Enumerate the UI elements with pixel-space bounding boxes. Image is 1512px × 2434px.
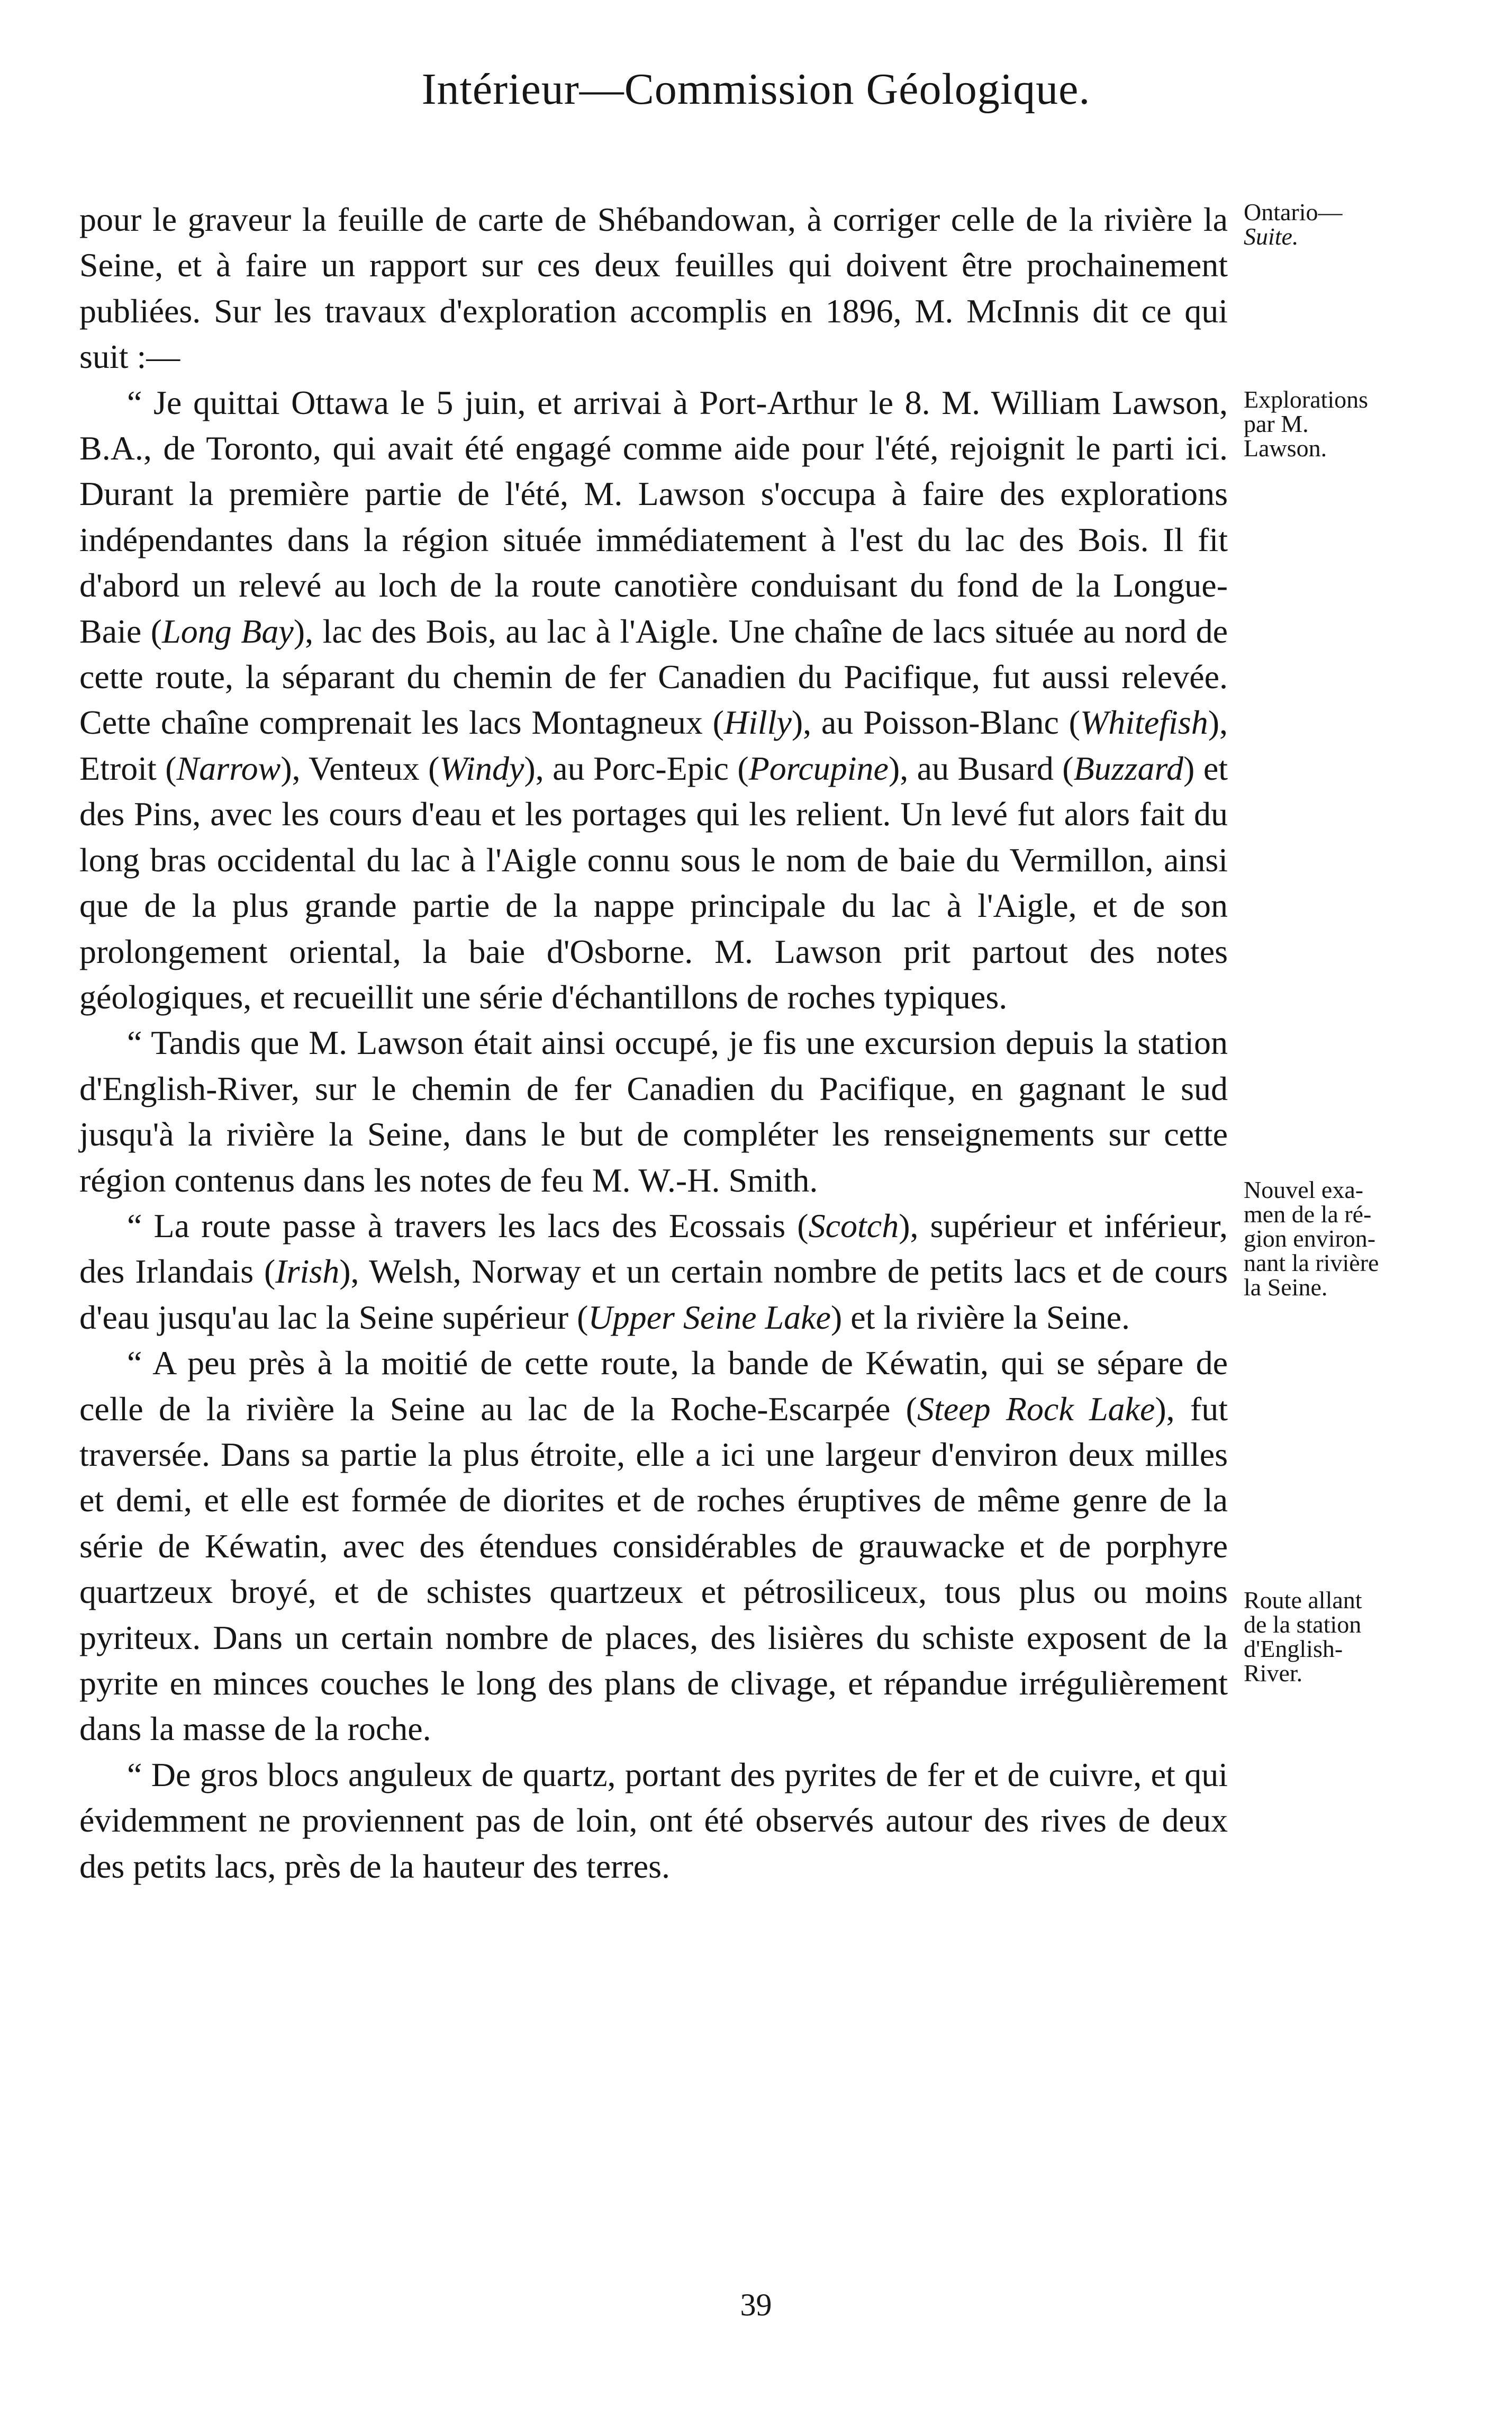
italic-text: Windy: [439, 749, 524, 787]
text-run: “ De gros blocs anguleux de quartz, portant des pyrites de fer et de cuivre, et qui évidemment ne proviennent pas de loin, ont été observés autour des rives de deux des petits lacs, près de la hauteur des terres.: [79, 1755, 1228, 1885]
margin-note-line: nant la rivière: [1244, 1249, 1379, 1276]
paragraph: [79, 1752, 1228, 1889]
text-run: ), Welsh, Norway et un certain nombre de petits lacs et de cours d'eau jusqu'au lac la Seine supérieur (: [79, 1252, 1228, 1336]
margin-note: [1244, 1178, 1466, 1300]
text-run: “ Tandis que M. Lawson était ainsi occupé, je fis une excursion depuis la station d'English-River, sur le chemin de fer Canadien du Pacifique, en gagnant le sud jusqu'à la rivière la Seine, dans le but de compléter les renseignements sur cette région contenus dans les notes de feu M. W.-H. Smith.: [79, 1024, 1228, 1199]
margin-note-line: Suite.: [1244, 223, 1299, 250]
italic-text: Whitefish: [1080, 704, 1208, 742]
italic-text: Buzzard: [1073, 749, 1184, 787]
margin-note-line: men de la ré-: [1244, 1201, 1372, 1228]
italic-text: Irish: [275, 1252, 340, 1291]
margin-note-line: d'English-: [1244, 1635, 1343, 1662]
italic-text: Hilly: [723, 704, 792, 742]
margin-note-line: la Seine.: [1244, 1274, 1328, 1301]
text-run: ), Etroit (: [79, 704, 1228, 787]
paragraph: [79, 380, 1228, 1021]
margin-note-line: Lawson.: [1244, 435, 1327, 462]
text-run: ), au Busard (: [888, 749, 1074, 787]
italic-text: Scotch: [808, 1206, 899, 1245]
italic-text: Long Bay: [162, 612, 294, 650]
margin-note-line: Route allant: [1244, 1586, 1362, 1613]
page-number: 39: [740, 2287, 772, 2322]
text-run: “ A peu près à la moitié de cette route, la bande de Kéwatin, qui se sépare de celle de la rivière la Seine au lac de la Roche-Escarpée (: [79, 1344, 1228, 1428]
margin-note: [1244, 387, 1466, 461]
running-head: Intérieur—Commission Géologique.: [421, 65, 1091, 114]
text-run: ), au Porc-Epic (: [524, 749, 749, 787]
text-run: “ Je quittai Ottawa le 5 juin, et arrivai à Port-Arthur le 8. M. William Lawson, B.A., de Toronto, qui avait été engagé comme aide pour l'été, rejoignit le parti ici. Durant la première partie de l'été, M. Lawson s'occupa à faire des explorations indépendantes dans la région située immédiatement à l'est du lac des Bois. Il fit d'abord un relevé au loch de la route canotière conduisant du fond de la Longue-Baie (: [79, 383, 1228, 650]
margin-note-line: gion environ-: [1244, 1225, 1376, 1252]
margin-note-line: de la station: [1244, 1611, 1362, 1638]
text-run: ) et des Pins, avec les cours d'eau et les portages qui les relient. Un levé fut alors fait du long bras occidental du lac à l'Aigle connu sous le nom de baie du Vermillon, ainsi que de la plus grande partie de la nappe principale du lac à l'Aigle, et de son prolongement oriental, la baie d'Osborne. M. Lawson prit partout des notes géologiques, et recueillit une série d'échantillons de roches typiques.: [79, 749, 1228, 1016]
body-text: [79, 197, 1228, 1889]
paragraph: [79, 1020, 1228, 1203]
text-run: ), Venteux (: [280, 749, 440, 787]
italic-text: Steep Rock Lake: [917, 1390, 1155, 1428]
margin-note-line: par M.: [1244, 410, 1309, 437]
text-run: pour le graveur la feuille de carte de Shébandowan, à corriger celle de la rivière la Seine, et à faire un rapport sur ces deux feuilles qui doivent être prochainement publiées. Sur les travaux d'exploration accomplis en 1896, M. McInnis dit ce qui suit :—: [79, 201, 1228, 376]
paragraph: [79, 197, 1228, 380]
text-run: ), supérieur et inférieur, des Irlandais (: [79, 1206, 1228, 1291]
margin-note-line: Ontario—: [1244, 199, 1343, 226]
margin-note-line: River.: [1244, 1660, 1303, 1687]
margin-note-line: Explorations: [1244, 386, 1369, 413]
italic-text: Narrow: [176, 749, 281, 787]
text-run: ), au Poisson-Blanc (: [791, 704, 1080, 742]
text-run: ) et la rivière la Seine.: [830, 1298, 1130, 1336]
text-run: “ La route passe à travers les lacs des Ecossais (: [127, 1206, 809, 1245]
margin-note: [1244, 1588, 1466, 1685]
margin-note-line: Nouvel exa-: [1244, 1176, 1364, 1203]
margin-note: [1244, 200, 1466, 249]
text-run: ), lac des Bois, au lac à l'Aigle. Une chaîne de lacs située au nord de cette route, la séparant du chemin de fer Canadien du Pacifique, fut aussi relevée. Cette chaîne comprenait les lacs Montagneux (: [79, 612, 1228, 742]
paragraph: [79, 1340, 1228, 1752]
italic-text: Upper Seine Lake: [588, 1298, 831, 1336]
italic-text: Porcupine: [748, 749, 889, 787]
text-run: ), fut traversée. Dans sa partie la plus étroite, elle a ici une largeur d'environ deux milles et demi, et elle est formée de diorites et de roches éruptives de même genre de la série de Kéwatin, avec des étendues considérables de grauwacke et de porphyre quartzeux broyé, et de schistes quartzeux et pétrosiliceux, tous plus ou moins pyriteux. Dans un certain nombre de places, des lisières du schiste exposent de la pyrite en minces couches le long des plans de clivage, et répandue irrégulièrement dans la masse de la roche.: [79, 1390, 1228, 1748]
paragraph: [79, 1203, 1228, 1340]
